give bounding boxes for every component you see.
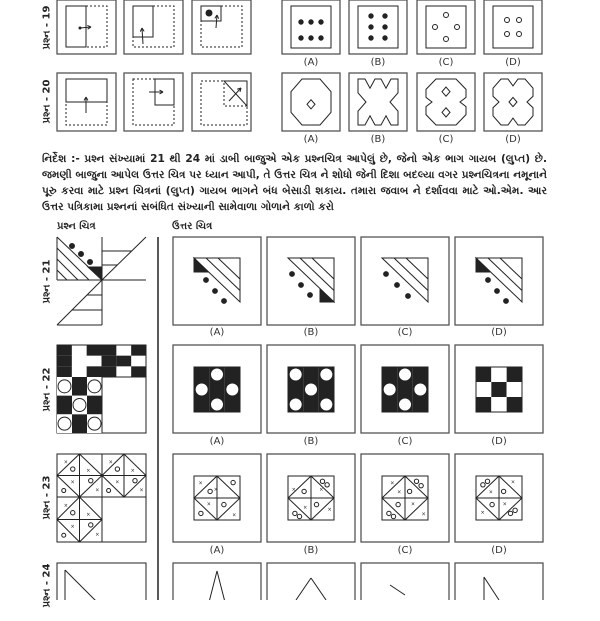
- svg-text:×: ×: [130, 468, 135, 475]
- answer-figure-header: ઉત્તર ચિત્ર: [172, 221, 213, 232]
- q19-answer-option-b: [349, 0, 407, 54]
- svg-text:×: ×: [95, 532, 100, 538]
- q21-answer-option-b: [267, 237, 355, 325]
- q20-option-a-label: (A): [303, 134, 319, 145]
- svg-text:×: ×: [206, 501, 212, 508]
- svg-text:×: ×: [488, 489, 494, 496]
- svg-text:×: ×: [63, 459, 68, 466]
- q24-answer-option-a: [173, 563, 261, 600]
- q19-option-a-label: (A): [303, 57, 319, 68]
- q20-option-b-label: (B): [370, 134, 386, 145]
- q22-option-b-label: (B): [303, 436, 319, 447]
- q21-question-figure: [57, 237, 146, 325]
- question-22-label: પ્રશ્ન - 22: [41, 367, 53, 412]
- q22-option-a-label: (A): [209, 436, 225, 447]
- q24-answer-option-b: [267, 563, 355, 600]
- svg-text:×: ×: [291, 487, 296, 494]
- q23-answer-option-a: [173, 454, 261, 542]
- svg-text:×: ×: [198, 480, 203, 487]
- svg-text:×: ×: [115, 479, 120, 486]
- q22-answer-option-c: [361, 345, 449, 433]
- q23-answer-option-b: [267, 454, 355, 542]
- svg-text:×: ×: [410, 501, 416, 508]
- q21-answer-option-d: [455, 237, 543, 325]
- svg-text:×: ×: [86, 468, 91, 475]
- question-21-label: પ્રશ્ન - 21: [41, 259, 53, 304]
- q20-answer-option-d: [484, 73, 542, 131]
- q21-option-b-label: (B): [303, 327, 319, 338]
- q22-answer-option-b: [267, 345, 355, 433]
- svg-text:×: ×: [390, 480, 395, 487]
- question-figure-header: પ્રશ્ન ચિત્ર: [57, 221, 96, 232]
- svg-text:×: ×: [139, 487, 144, 494]
- svg-text:×: ×: [502, 501, 507, 508]
- q23-option-d-label: (D): [491, 545, 507, 556]
- svg-text:×: ×: [232, 512, 237, 519]
- q22-answer-option-a: [173, 345, 261, 433]
- svg-text:×: ×: [303, 504, 308, 511]
- q19-question-figure-2: [124, 0, 183, 54]
- q20-question-figure-3: [192, 73, 251, 131]
- question-20-label: પ્રશ્ન - 20: [41, 79, 53, 124]
- instructions-text: નિર્દેશ :- પ્રશ્ન સંખ્યામાં 21 થી 24 માં ડાબી બાજુએ એક પ્રશ્નચિત્ર આપેલું છે, જેનો એક ભાગ ગાયબ (લુપ્ત) છે. જમણી બાજુના આપેલ ઉત્તર ચિત્ર પર ધ્યાન આપી, તે ઉત્તર ચિત્ર ને શોધો જેની દિશા બદલ્યા વગર પ્રશ્નચિત્રના નમૂનાને પૂરુ કરવા માટે પ્રશ્ન ચિત્રનાં (લુપ્ત) ગાયબ ભાગને બંધ બેસાડી શકાય. તમારા જવાબ ને દર્શાવવા માટે ઓ.એમ. આર ઉત્તર પત્રિકામા પ્રશ્નનાં સબંધિત સંખ્યાની સામેવાળા ગોળાને કાળો કરો: [42, 153, 547, 213]
- q19-answer-option-a: [282, 0, 340, 54]
- q21-option-d-label: (D): [491, 327, 507, 338]
- q19-option-b-label: (B): [370, 57, 386, 68]
- svg-text:×: ×: [86, 511, 91, 518]
- q20-answer-option-c: [417, 73, 475, 131]
- q20-answer-option-b: [349, 73, 407, 131]
- q19-answer-option-c: [417, 0, 475, 54]
- q19-question-figure-1: [57, 0, 116, 54]
- svg-text:×: ×: [63, 502, 68, 509]
- svg-text:×: ×: [397, 489, 402, 496]
- q23-answer-option-d: [455, 454, 543, 542]
- q21-option-c-label: (C): [397, 327, 413, 338]
- svg-text:×: ×: [510, 479, 516, 486]
- q20-option-c-label: (C): [438, 134, 454, 145]
- q23-option-c-label: (C): [397, 545, 413, 556]
- q21-option-a-label: (A): [209, 327, 225, 338]
- svg-text:×: ×: [70, 523, 75, 530]
- q20-question-figure-1: [57, 73, 116, 131]
- q24-answer-option-c: [361, 563, 449, 600]
- q23-option-b-label: (B): [303, 545, 319, 556]
- svg-text:×: ×: [70, 479, 75, 486]
- svg-text:×: ×: [213, 487, 218, 494]
- svg-text:×: ×: [108, 459, 113, 466]
- svg-text:×: ×: [421, 511, 426, 518]
- q20-answer-option-a: [282, 73, 340, 131]
- q20-option-d-label: (D): [505, 134, 521, 145]
- q23-answer-option-c: [361, 454, 449, 542]
- q23-question-figure: [57, 454, 146, 542]
- q22-question-figure: [57, 345, 146, 433]
- q19-question-figure-3: [192, 0, 251, 54]
- question-23-label: પ્રશ્ન - 23: [41, 475, 53, 520]
- q24-question-figure: [57, 563, 146, 600]
- q22-answer-option-d: [455, 345, 543, 433]
- q19-answer-option-d: [484, 0, 542, 54]
- q21-answer-option-c: [361, 237, 449, 325]
- svg-text:×: ×: [480, 510, 485, 517]
- svg-text:×: ×: [95, 487, 100, 494]
- q24-answer-option-d: [455, 563, 543, 600]
- q21-answer-option-a: [173, 237, 261, 325]
- q19-option-d-label: (D): [505, 57, 521, 68]
- question-24-label: પ્રશ્ન - 24: [41, 563, 53, 608]
- svg-text:×: ×: [319, 487, 324, 494]
- question-19-label: પ્રશ્ન - 19: [41, 5, 53, 50]
- svg-text:×: ×: [327, 507, 332, 513]
- q20-question-figure-2: [124, 73, 183, 131]
- q23-option-a-label: (A): [209, 545, 225, 556]
- q19-option-c-label: (C): [438, 57, 454, 68]
- q22-option-d-label: (D): [491, 436, 507, 447]
- q22-option-c-label: (C): [397, 436, 413, 447]
